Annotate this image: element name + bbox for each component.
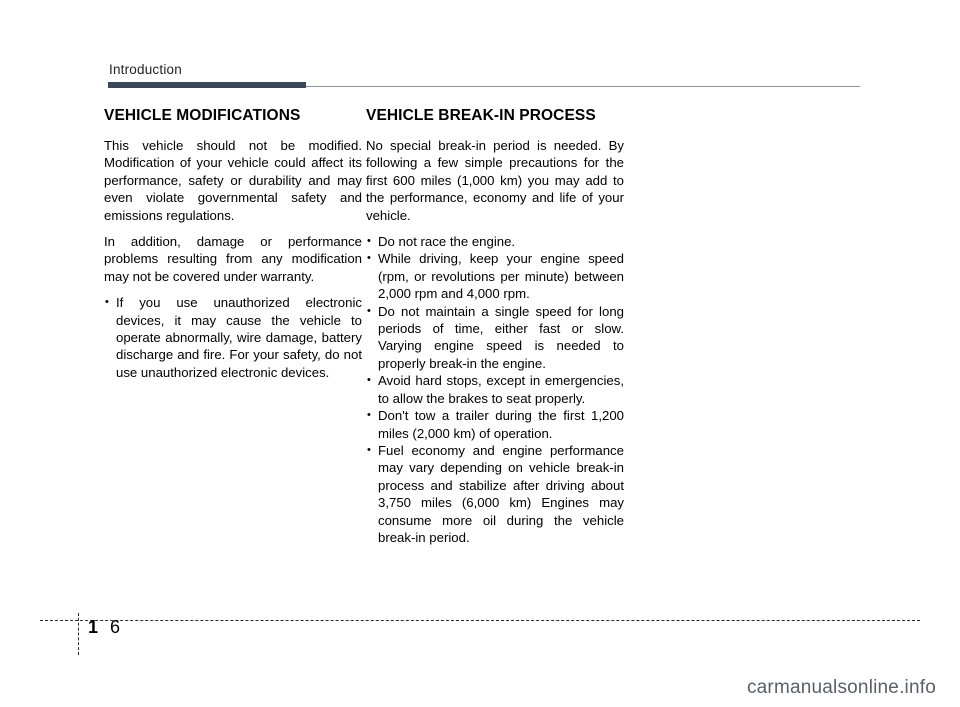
header-rule xyxy=(108,82,860,88)
right-column xyxy=(366,106,624,546)
footer-chapter-number: 1 xyxy=(88,617,99,637)
paragraph: In addition, damage or performance problems resulting from any modification may not be covered under warranty. xyxy=(104,234,362,284)
list-item: • Do not race the engine. xyxy=(366,233,624,250)
bullet-list xyxy=(366,233,624,546)
paragraph: No special break-in period is needed. By following a few simple precautions for the first 600 miles (1,000 km) you may add to the performance, economy and life of your vehicle. xyxy=(366,138,624,223)
bullet-list xyxy=(104,294,362,381)
footer-page-number: 6 xyxy=(110,617,121,637)
footer-divider xyxy=(40,620,920,621)
list-item: • Do not maintain a single speed for long periods of time, either fast or slow. Varying engine speed is needed to properly break-in the engine. xyxy=(366,303,624,373)
page-header xyxy=(108,62,860,88)
watermark: carmanualsonline.info xyxy=(746,677,936,698)
list-item: • Avoid hard stops, except in emergencies, to allow the brakes to seat properly. xyxy=(366,372,624,407)
footer-tick-mark xyxy=(78,613,79,655)
header-rule-dark-segment xyxy=(108,82,306,88)
left-column xyxy=(104,106,362,381)
list-item: • Don't tow a trailer during the first 1,200 miles (2,000 km) of operation. xyxy=(366,407,624,442)
list-item: • While driving, keep your engine speed (rpm, or revolutions per minute) between 2,000 rpm and 4,000 rpm. xyxy=(366,250,624,302)
list-item: • Fuel economy and engine performance may vary depending on vehicle break-in process and stabilize after driving about 3,750 miles (6,000 km) Engines may consume more oil during the vehicle break-in period. xyxy=(366,442,624,546)
page-title: Introduction xyxy=(109,62,182,77)
paragraph: This vehicle should not be modified. Modification of your vehicle could affect its performance, safety or durability and may even violate governmental safety and emissions regulations. xyxy=(104,138,362,223)
section-title-vehicle-break-in-process: VEHICLE BREAK-IN PROCESS xyxy=(366,107,596,124)
header-rule-thin-line xyxy=(306,86,860,87)
list-item: • If you use unauthorized electronic devices, it may cause the vehicle to operate abnormally, wire damage, battery discharge and fire. For your safety, do not use unauthorized electronic devices. xyxy=(104,294,362,381)
section-title-vehicle-modifications: VEHICLE MODIFICATIONS xyxy=(104,107,301,124)
